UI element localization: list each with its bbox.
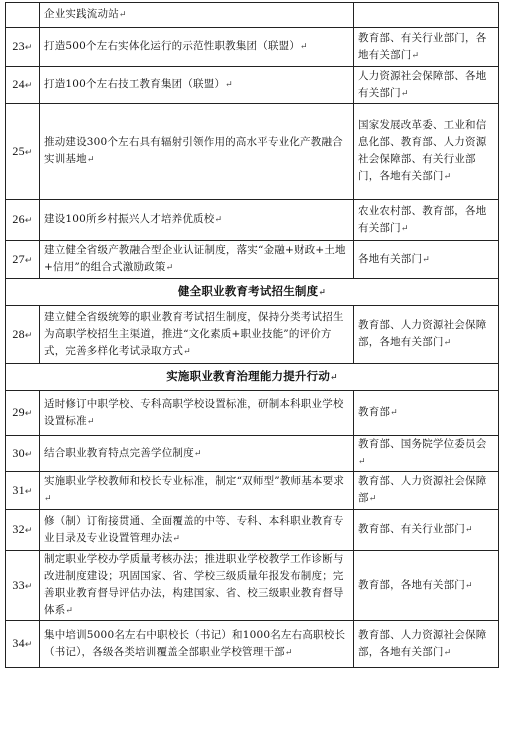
row-number: [6, 28, 40, 67]
department-cell: [354, 551, 499, 621]
row-number: [6, 241, 40, 279]
task-cell-text: 建立健全省级统筹的职业教育考试招生制度，保持分类考试招生为高职学校招生主渠道，推进“文化素质+职业技能”的评价方式，完善多样化考试录取方式: [44, 310, 344, 357]
task-cell: [40, 306, 354, 364]
paragraph-mark: ↵: [24, 215, 33, 225]
task-cell-text: 建设100所乡村振兴人才培养优质校: [44, 213, 215, 225]
department-cell-text: 农业农村部、教育部，各地有关部门: [358, 204, 487, 234]
row-number-text: 33: [12, 577, 25, 592]
department-cell: [354, 436, 499, 472]
paragraph-mark: ↵: [465, 580, 473, 591]
paragraph-mark: ↵: [300, 42, 308, 52]
paragraph-mark: ↵: [24, 254, 33, 265]
section-title: [6, 279, 499, 306]
department-cell-text: 人力资源社会保障部、各地有关部门: [358, 69, 487, 99]
paragraph-mark: ↵: [443, 172, 452, 182]
section-title-text: 实施职业教育治理能力提升行动: [166, 368, 331, 383]
paragraph-mark: ↵: [225, 80, 233, 90]
department-cell: [354, 28, 499, 67]
task-cell-text: 制定职业学校办学质量考核办法；推进职业学校教学工作诊断与改进制度建设；巩固国家、省、学校三级质量年报发布制度；完善职业教育督导评估办法，构建国家、省、校三级职业教育督导体系: [44, 553, 344, 616]
continuation-row: [6, 3, 499, 28]
section-row: [6, 364, 499, 391]
task-cell: [40, 510, 354, 551]
task-cell-text: 修（制）订衔接贯通、全面覆盖的中等、专科、本科职业教育专业目录及专业设置管理办法: [44, 514, 344, 544]
task-cell-text: 适时修订中职学校、专科高职学校设置标准，研制本科职业学校设置标准: [44, 397, 344, 427]
row-number-text: 34: [12, 636, 25, 650]
paragraph-mark: ↵: [443, 338, 452, 348]
task-cell: [40, 472, 354, 510]
task-cell: [40, 241, 354, 279]
paragraph-mark: ↵: [400, 223, 409, 234]
task-cell: [40, 391, 354, 436]
paragraph-mark: ↵: [214, 215, 223, 225]
task-cell-text: 建立健全省级产教融合型企业认证制度，落实“金融+财政+土地+信用”的组合式激励政策: [44, 244, 346, 273]
row-number: [6, 200, 40, 241]
table-row: [6, 510, 499, 551]
task-cell: [40, 104, 354, 200]
row-number: [6, 510, 40, 551]
paragraph-mark: ↵: [411, 50, 420, 61]
department-cell-text: 教育部: [358, 406, 391, 418]
table-row: [6, 104, 499, 200]
paragraph-mark: ↵: [86, 416, 95, 427]
paragraph-mark: ↵: [24, 146, 33, 157]
paragraph-mark: ↵: [400, 88, 409, 99]
department-cell-text: 教育部、有关行业部门，各地有关部门: [358, 31, 487, 61]
task-cell: [40, 28, 354, 67]
continuation-dept-cell: [354, 3, 499, 28]
paragraph-mark: ↵: [172, 533, 181, 544]
row-number-text: 27: [12, 251, 25, 266]
table-row: [6, 436, 499, 472]
task-cell-text: 推动建设300个左右具有辐射引领作用的高水平专业化产教融合实训基地: [44, 136, 343, 165]
department-cell-text: 国家发展改革委、工业和信息化部、教育部、人力资源社会保障部、有关行业部门，各地有关部门: [358, 119, 487, 182]
paragraph-mark: ↵: [193, 448, 202, 459]
paragraph-mark: ↵: [24, 80, 33, 90]
paragraph-mark: ↵: [465, 525, 473, 535]
paragraph-mark: ↵: [24, 42, 33, 52]
department-cell: [354, 104, 499, 200]
paragraph-mark: ↵: [330, 372, 338, 383]
row-number-text: 29: [12, 405, 25, 419]
paragraph-mark: ↵: [165, 263, 174, 273]
department-cell-text: 教育部、人力资源社会保障部: [358, 475, 487, 504]
department-cell-text: 各地有关部门: [358, 252, 423, 265]
department-cell: [354, 621, 499, 668]
paragraph-mark: ↵: [86, 155, 95, 165]
paragraph-mark: ↵: [443, 647, 452, 658]
continuation-cell: [40, 3, 354, 28]
paragraph-mark: ↵: [368, 494, 377, 504]
row-number: [6, 104, 40, 200]
table-row: [6, 306, 499, 364]
row-number: [6, 472, 40, 510]
row-number: [6, 306, 40, 364]
department-cell: [354, 510, 499, 551]
paragraph-mark: ↵: [65, 606, 74, 616]
paragraph-mark: ↵: [358, 457, 366, 467]
row-number-text: 23: [12, 39, 25, 53]
table-row: [6, 28, 499, 67]
department-cell-text: 教育部、人力资源社会保障部，各地有关部门: [358, 319, 487, 348]
section-title: [6, 364, 499, 391]
paragraph-mark: ↵: [24, 329, 33, 340]
task-cell: [40, 67, 354, 104]
department-cell-text: 教育部，各地有关部门: [358, 578, 465, 591]
paragraph-mark: ↵: [24, 448, 33, 459]
department-cell: [354, 391, 499, 436]
task-cell-text: 打造100个左右技工教育集团（联盟）: [44, 78, 226, 90]
department-cell-text: 教育部、人力资源社会保障部，各地有关部门: [358, 628, 487, 658]
paragraph-mark: ↵: [390, 408, 398, 418]
paragraph-mark: ↵: [24, 408, 33, 418]
row-number: [6, 621, 40, 668]
task-cell-text: 实施职业学校教师和校长专业标准，制定“双师型”教师基本要求: [44, 475, 345, 487]
task-cell: [40, 436, 354, 472]
paragraph-mark: ↵: [284, 647, 293, 658]
table-row: [6, 621, 499, 668]
row-number-text: 26: [12, 212, 25, 226]
row-number-text: 28: [12, 326, 25, 341]
row-number: [6, 436, 40, 472]
table-row: [6, 241, 499, 279]
table-row: [6, 67, 499, 104]
row-number-text: 30: [12, 445, 25, 460]
paragraph-mark: ↵: [183, 346, 191, 357]
continuation-num-cell: [6, 3, 40, 28]
department-cell: [354, 472, 499, 510]
row-number-text: 31: [12, 482, 25, 497]
paragraph-mark: ↵: [318, 287, 327, 298]
task-cell-text: 结合职业教育特点完善学位制度: [44, 446, 194, 459]
continuation-text: 企业实践流动站: [44, 8, 119, 20]
task-table-body: [6, 3, 499, 668]
paragraph-mark: ↵: [24, 580, 33, 591]
department-cell: [354, 306, 499, 364]
row-number-text: 25: [12, 143, 25, 158]
table-row: [6, 391, 499, 436]
task-cell: [40, 200, 354, 241]
paragraph-mark: ↵: [24, 485, 33, 496]
paragraph-mark: ↵: [24, 525, 33, 535]
row-number-text: 24: [12, 77, 25, 91]
section-row: [6, 279, 499, 306]
table-row: [6, 472, 499, 510]
row-number: [6, 391, 40, 436]
department-cell: [354, 241, 499, 279]
paragraph-mark: ↵: [44, 494, 52, 504]
section-title-text: 健全职业教育考试招生制度: [177, 283, 319, 298]
department-cell-text: 教育部、国务院学位委员会: [358, 438, 487, 450]
task-cell: [40, 551, 354, 621]
task-cell-text: 集中培训5000名左右中职校长（书记）和1000名左右高职校长（书记），各级各类培训覆盖全部职业学校管理干部: [44, 628, 346, 658]
task-table: [5, 2, 499, 668]
row-number: [6, 67, 40, 104]
table-row: [6, 200, 499, 241]
paragraph-mark: ↵: [24, 639, 33, 649]
task-cell-text: 打造500个左右实体化运行的示范性职教集团（联盟）: [44, 40, 301, 52]
department-cell: [354, 67, 499, 104]
table-row: [6, 551, 499, 621]
row-number-text: 32: [12, 522, 25, 536]
paragraph-mark: ↵: [118, 10, 127, 20]
task-cell: [40, 621, 354, 668]
department-cell-text: 教育部、有关行业部门: [358, 523, 465, 535]
paragraph-mark: ↵: [422, 254, 430, 265]
department-cell: [354, 200, 499, 241]
row-number: [6, 551, 40, 621]
